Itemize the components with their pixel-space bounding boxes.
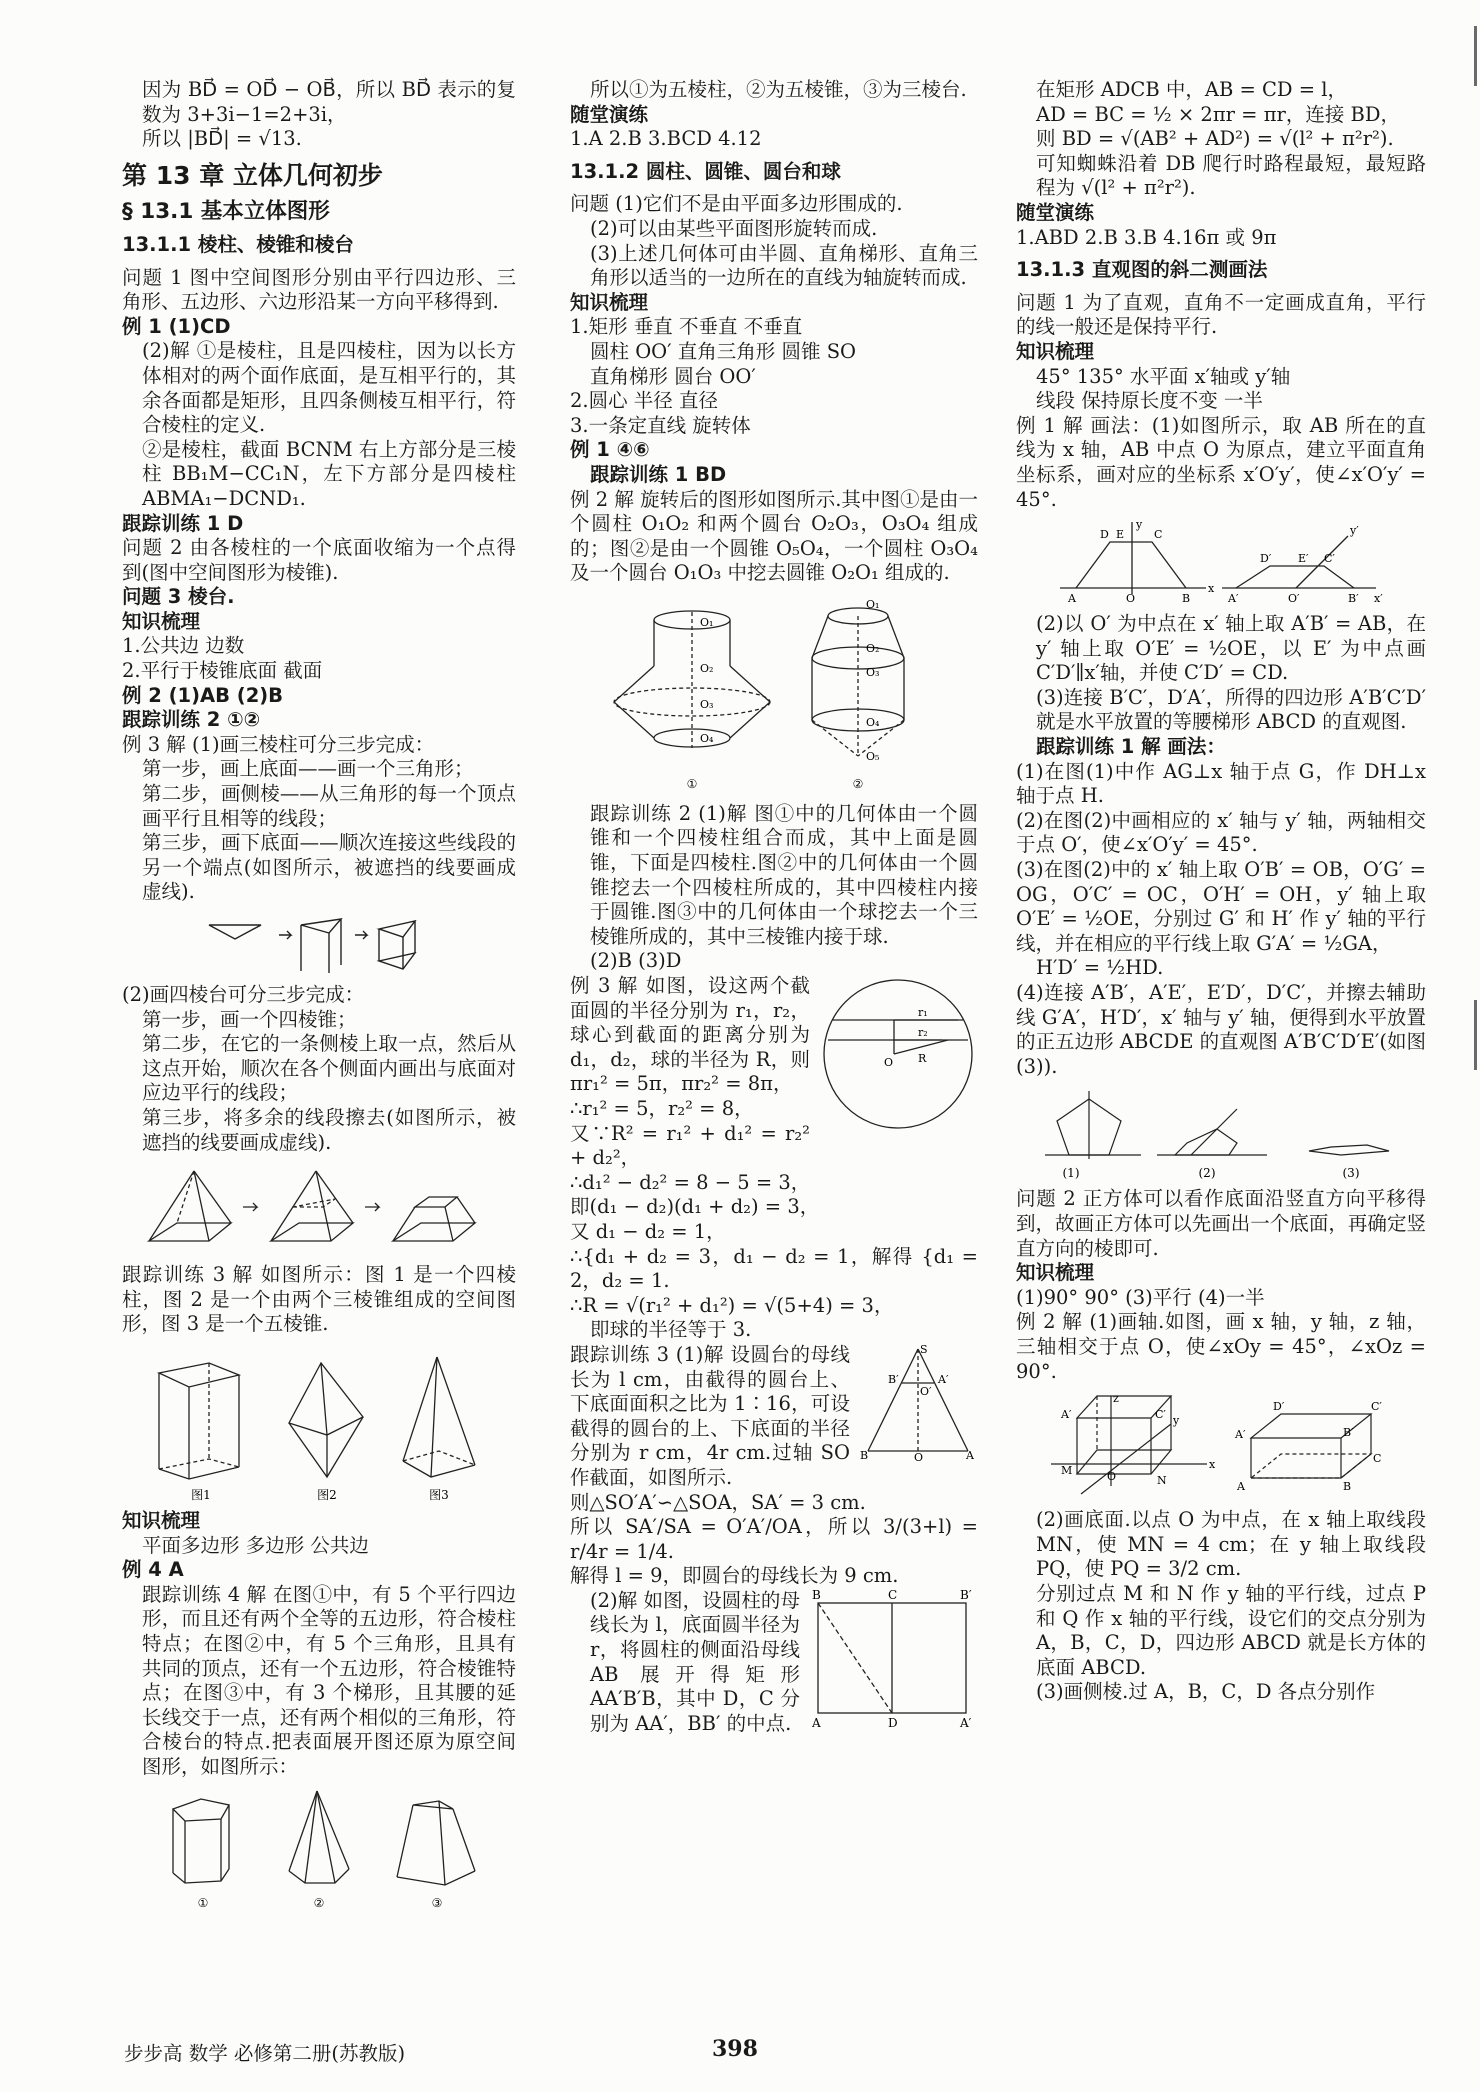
svg-text:O₁: O₁ xyxy=(866,597,880,611)
paragraph: (2)解 如图，设圆柱的母线长为 l，底面圆半径为 r，将圆柱的侧面沿母线 AB 展开得矩形 AA′B′B，其中 D，C 分别为 AA′，BB′ 的中点. xyxy=(590,1588,800,1735)
paragraph: (2)B (3)D xyxy=(590,949,682,973)
svg-text:O: O xyxy=(884,1056,894,1070)
rotation-solids-figure xyxy=(604,592,944,796)
paragraph: 第一步，画上底面——画一个三角形； xyxy=(142,757,474,781)
column-right xyxy=(1016,78,1426,1705)
svg-text:A′: A′ xyxy=(1235,1428,1246,1442)
svg-text:y′: y′ xyxy=(1350,524,1359,538)
svg-text:A: A xyxy=(812,1715,821,1729)
svg-text:D′: D′ xyxy=(1260,552,1272,566)
sphere-section-figure xyxy=(818,974,978,1134)
svg-text:D: D xyxy=(1100,528,1109,542)
paragraph: 问题 2 由各棱柱的一个底面收缩为一个点得到(图中空间图形为棱锥). xyxy=(122,536,516,584)
paragraph: 平面多边形 多边形 公共边 xyxy=(142,1533,369,1557)
subsection-title: 13.1.1 棱柱、棱锥和棱台 xyxy=(122,232,354,256)
edge-mark xyxy=(1474,1000,1477,1070)
paragraph: 第一步，画一个四棱锥； xyxy=(142,1007,357,1031)
paragraph: 解得 l = 9，即圆台的母线长为 9 cm. xyxy=(570,1564,899,1588)
figure-caption: (1) xyxy=(1062,1166,1080,1181)
cylinder-unfold-figure xyxy=(808,1589,978,1729)
svg-text:r₂: r₂ xyxy=(918,1026,928,1040)
paragraph: (2)可以由某些平面图形旋转而成. xyxy=(590,216,878,240)
heading: 知识梳理 xyxy=(122,1508,201,1532)
svg-text:B: B xyxy=(1182,592,1191,606)
svg-text:A: A xyxy=(1068,592,1076,606)
svg-text:y: y xyxy=(1136,518,1143,532)
paragraph: (2)画底面.以点 O 为中点，在 x 轴上取线段 MN，使 MN = 4 cm；在 y 轴上取线段 PQ，使 PQ = 3/2 cm. xyxy=(1036,1508,1426,1581)
example-label: 例 1 (1)CD xyxy=(122,314,231,338)
svg-text:E: E xyxy=(1116,528,1125,542)
paragraph: 1.A 2.B 3.BCD 4.12 xyxy=(570,127,762,151)
svg-text:B: B xyxy=(812,1588,821,1602)
page-number: 398 xyxy=(712,2036,758,2062)
figure-caption: ③ xyxy=(431,1896,443,1911)
restored-solids-figure xyxy=(149,1785,489,1913)
column-middle xyxy=(570,78,978,1736)
paragraph: 因为 BD⃗ = OD⃗ − OB⃗，所以 BD⃗ 表示的复数为 3+3i−1=2+3i， xyxy=(142,78,516,126)
figure-caption: (2) xyxy=(1198,1166,1216,1181)
svg-text:A′: A′ xyxy=(1228,592,1239,606)
svg-text:M: M xyxy=(1061,1464,1073,1478)
paragraph: (1)在图(1)中作 AG⊥x 轴于点 G，作 DH⊥x 轴于点 H. xyxy=(1016,759,1426,808)
paragraph: 可知蜘蛛沿着 DB 爬行时路程最短，最短路程为 √(l² + π²r²). xyxy=(1036,151,1426,200)
paragraph: 分别过点 M 和 N 作 y 轴的平行线，过点 P 和 Q 作 x 轴的平行线，设它们的交点分别为 A，B，C，D，四边形 ABCD 就是长方体的底面 ABCD. xyxy=(1036,1581,1426,1679)
paragraph: 例 3 解 如图，设这两个截面圆的半径分别为 r₁，r₂，球心到截面的距离分别为 d₁，d₂，球的半径为 R，则 πr₁² = 5π，πr₂² = 8π， xyxy=(570,974,810,1096)
svg-text:O: O xyxy=(1107,1470,1117,1484)
svg-text:C: C xyxy=(1154,528,1163,542)
paragraph: 跟踪训练 2 (1)解 图①中的几何体由一个圆锥和一个四棱柱组合而成，其中上面是圆锥，下面是四棱柱.图②中的几何体由一个圆锥挖去一个四棱柱所成的，其中四棱柱内接于圆锥.图③中的几何体由一个球挖去一个三棱锥所成的，其中三棱锥内接于球. xyxy=(590,801,978,948)
svg-text:C: C xyxy=(1373,1452,1382,1466)
paragraph: 问题 1 为了直观，直角不一定画成直角，平行的线一般还是保持平行. xyxy=(1016,290,1426,339)
heading: 随堂演练 xyxy=(570,102,649,126)
svg-text:O: O xyxy=(1126,592,1136,606)
paragraph: (2)画四棱台可分三步完成： xyxy=(122,983,365,1006)
svg-text:O₃: O₃ xyxy=(866,665,880,679)
edge-mark xyxy=(1474,26,1477,86)
cuboid-figure xyxy=(1041,1390,1401,1502)
figure-caption: ① xyxy=(197,1896,209,1911)
svg-text:O: O xyxy=(914,1450,924,1461)
svg-text:E′: E′ xyxy=(1298,552,1309,566)
section-title: § 13.1 基本立体图形 xyxy=(122,199,330,225)
svg-text:C′: C′ xyxy=(1155,1408,1166,1422)
svg-text:B: B xyxy=(860,1448,869,1461)
paragraph: ∴{d₁ + d₂ = 3，d₁ − d₂ = 1，解得 {d₁ = 2，d₂ = 1. xyxy=(570,1244,978,1293)
paragraph: (2)以 O′ 为中点在 x′ 轴上取 A′B′ = AB，在 y′ 轴上取 O′E′ = ½OE，以 E′ 为中点画 C′D′∥x′轴，并使 C′D′ = CD. xyxy=(1036,612,1426,685)
paragraph: 即球的半径等于 3. xyxy=(590,1318,752,1342)
svg-text:B′: B′ xyxy=(1343,1426,1354,1440)
paragraph: 2.圆心 半径 直径 xyxy=(570,389,719,413)
paragraph: H′D′ = ½HD. xyxy=(1036,956,1164,980)
heading: 随堂演练 xyxy=(1016,200,1095,224)
paragraph: 问题 3 棱台. xyxy=(122,585,235,609)
solids-figure-123 xyxy=(139,1343,499,1503)
paragraph: (3)连接 B′C′，D′A′，所得的四边形 A′B′C′D′ 就是水平放置的等腰梯形 ABCD 的直观图. xyxy=(1036,685,1426,734)
heading: 知识梳理 xyxy=(122,609,201,633)
paragraph: 所以 SA′/SA = O′A′/OA，所以 3/(3+l) = r/4r = 1/4. xyxy=(570,1515,978,1563)
paragraph: 1.ABD 2.B 3.B 4.16π 或 9π xyxy=(1016,225,1277,249)
paragraph: 第二步，画侧棱——从三角形的每一个顶点画平行且相等的线段； xyxy=(142,782,516,830)
trapezoid-oblique-figure xyxy=(1056,518,1386,606)
paragraph: 2.平行于棱锥底面 截面 xyxy=(122,659,323,683)
paragraph: (1)90° 90° (3)平行 (4)一半 xyxy=(1016,1285,1265,1309)
svg-text:D′: D′ xyxy=(1273,1400,1285,1414)
heading: 知识梳理 xyxy=(570,290,649,314)
paragraph: 问题 2 正方体可以看作底面沿竖直方向平移得到，故画正方体可以先画出一个底面，再确定竖直方向的棱即可. xyxy=(1016,1187,1426,1260)
figure-caption: ② xyxy=(852,776,864,791)
svg-text:O₄: O₄ xyxy=(866,715,880,729)
paragraph: 问题 1 图中空间图形分别由平行四边形、三角形、五边形、六边形沿某一方向平移得到. xyxy=(122,265,516,314)
svg-text:z: z xyxy=(1113,1392,1119,1406)
paragraph: 跟踪训练 3 解 如图所示：图 1 是一个四棱柱，图 2 是一个由两个三棱锥组成的空间图形，图 3 是一个五棱锥. xyxy=(122,1263,516,1336)
paragraph: 1.公共边 边数 xyxy=(122,634,245,658)
exercise-label: 跟踪训练 1 BD xyxy=(590,462,727,486)
subsection-title: 13.1.2 圆柱、圆锥、圆台和球 xyxy=(570,159,841,183)
svg-text:B: B xyxy=(1343,1480,1352,1494)
paragraph: 线段 保持原长度不变 一半 xyxy=(1036,389,1263,413)
svg-text:A′: A′ xyxy=(938,1372,949,1386)
paragraph: 第三步，画下底面——顺次连接这些线段的另一个端点(如图所示，被遮挡的线要画成虚线). xyxy=(142,831,516,904)
frustum-section-figure xyxy=(858,1343,978,1461)
paragraph: (3)画侧棱.过 A，B，C，D 各点分别作 xyxy=(1036,1680,1376,1704)
paragraph: 跟踪训练 4 解 在图①中，有 5 个平行四边形，而且还有两个全等的五边形，符合棱柱特点；在图②中，有 5 个三角形，且具有共同的顶点，还有一个五边形，符合棱锥特点；在图③中，有 3 个梯形，且其腰的延长线交于一点，还有两个相似的三角形，符合棱台的特点.把表面展开图还原为原空间图形，如图所示： xyxy=(142,1582,516,1778)
paragraph: 例 2 解 (1)画轴.如图，画 x 轴，y 轴，z 轴，三轴相交于点 O，使∠xOy = 45°，∠xOz = 90°. xyxy=(1016,1310,1426,1383)
svg-text:B′: B′ xyxy=(960,1588,972,1602)
paragraph: 即(d₁ − d₂)(d₁ + d₂) = 3， xyxy=(570,1195,820,1219)
pentagon-oblique-figure xyxy=(1041,1085,1401,1181)
paragraph: 跟踪训练 3 (1)解 设圆台的母线长为 l cm，由截得的圆台上、下底面面积之比为 1∶16，可设截得的圆台的上、下底面的半径分别为 r cm，4r cm.过轴 SO 作截面，如图所示. xyxy=(570,1342,850,1489)
figure-caption: 图3 xyxy=(429,1487,449,1502)
paragraph: ∴d₁² − d₂² = 8 − 5 = 3， xyxy=(570,1170,811,1194)
paragraph: (4)连接 A′B′，A′E′，E′D′，D′C′，并擦去辅助线 G′A′，H′D′，x′ 轴与 y′ 轴，便得到水平放置的正五边形 ABCDE 的直观图 A′B′C′D′E′(如图(3)). xyxy=(1016,981,1426,1078)
svg-text:C′: C′ xyxy=(1371,1400,1382,1414)
svg-text:O₂: O₂ xyxy=(700,661,714,675)
svg-text:C′: C′ xyxy=(1324,552,1335,566)
paragraph: 则△SO′A′∽△SOA，SA′ = 3 cm. xyxy=(570,1490,866,1514)
figure-caption: 图1 xyxy=(191,1487,211,1502)
paragraph: 3.一条定直线 旋转体 xyxy=(570,413,751,437)
svg-text:O₂: O₂ xyxy=(866,641,880,655)
paragraph: ②是棱柱，截面 BCNM 右上方部分是三棱柱 BB₁M−CC₁N，左下方部分是四棱柱 ABMA₁−DCND₁. xyxy=(142,437,516,510)
subsection-title: 13.1.3 直观图的斜二测画法 xyxy=(1016,258,1268,282)
svg-text:B′: B′ xyxy=(1348,592,1359,606)
svg-text:O₃: O₃ xyxy=(700,697,714,711)
column-left xyxy=(122,78,516,1919)
svg-text:x: x xyxy=(1208,582,1215,596)
paragraph: 在矩形 ADCB 中，AB = CD = l， xyxy=(1036,78,1348,101)
book-title-footer: 步步高 数学 必修第二册(苏教版) xyxy=(124,2042,406,2065)
chapter-title: 第 13 章 立体几何初步 xyxy=(122,160,383,190)
frustum-steps-figure xyxy=(139,1161,499,1257)
paragraph: 又∵R² = r₁² + d₁² = r₂² + d₂²， xyxy=(570,1121,810,1170)
figure-caption: (3) xyxy=(1342,1166,1360,1181)
svg-text:A′: A′ xyxy=(1061,1408,1072,1422)
paragraph: 1.矩形 垂直 不垂直 不垂直 xyxy=(570,315,803,339)
svg-text:O₄: O₄ xyxy=(700,731,714,745)
svg-text:O₅: O₅ xyxy=(866,749,880,763)
paragraph: 圆柱 OO′ 直角三角形 圆锥 SO xyxy=(590,339,857,363)
paragraph: 问题 (1)它们不是由平面多边形围成的. xyxy=(570,192,903,216)
figure-caption: 图2 xyxy=(317,1487,337,1502)
svg-text:r₁: r₁ xyxy=(918,1006,928,1020)
heading: 知识梳理 xyxy=(1016,1261,1095,1285)
exercise-label: 跟踪训练 1 D xyxy=(122,511,244,535)
paragraph: ∴r₁² = 5，r₂² = 8， xyxy=(570,1097,754,1120)
paragraph: 例 3 解 (1)画三棱柱可分三步完成： xyxy=(122,732,435,756)
paragraph: 所以①为五棱柱，②为五棱锥，③为三棱台. xyxy=(590,78,967,101)
paragraph: (3)上述几何体可由半圆、直角梯形、直角三角形以适当的一边所在的直线为轴旋转而成. xyxy=(590,241,978,290)
paragraph: 第三步，将多余的线段擦去(如图所示，被遮挡的线要画成虚线). xyxy=(142,1105,516,1154)
exercise-label: 跟踪训练 1 解 画法： xyxy=(1036,735,1226,759)
paragraph: 直角梯形 圆台 OO′ xyxy=(590,364,756,388)
heading: 知识梳理 xyxy=(1016,339,1095,363)
paragraph: 第二步，在它的一条侧棱上取一点，然后从这点开始，顺次在各个侧面内画出与底面对应边平行的线段； xyxy=(142,1032,516,1105)
svg-text:S: S xyxy=(920,1342,928,1356)
svg-text:N: N xyxy=(1157,1474,1167,1488)
paragraph: 45° 135° 水平面 x′轴或 y′轴 xyxy=(1036,364,1291,388)
paragraph: ∴R = √(r₁² + d₁²) = √(5+4) = 3， xyxy=(570,1293,894,1317)
prism-steps-figure xyxy=(189,911,449,977)
svg-text:x: x xyxy=(1209,1458,1216,1472)
svg-text:B′: B′ xyxy=(888,1372,899,1386)
paragraph: 例 1 解 画法：(1)如图所示，取 AB 所在的直线为 x 轴，AB 中点 O 为原点，建立平面直角坐标系，画对应的坐标系 x′O′y′，使∠x′O′y′ = 45°. xyxy=(1016,413,1426,511)
svg-text:A: A xyxy=(1237,1480,1245,1494)
svg-text:R: R xyxy=(918,1052,927,1066)
example-label: 例 1 ④⑥ xyxy=(570,438,650,462)
paragraph: 又 d₁ − d₂ = 1， xyxy=(570,1219,726,1243)
paragraph: 例 2 解 旋转后的图形如图所示.其中图①是由一个圆柱 O₁O₂ 和两个圆台 O₂O₃，O₃O₄ 组成的；图②是由一个圆锥 O₅O₄，一个圆柱 O₃O₄ 及一个圆台 O₁O₃ 中挖去圆锥 O₂O₁ 组成的. xyxy=(570,487,978,585)
svg-text:x′: x′ xyxy=(1374,592,1383,606)
paragraph: (2)解 ①是棱柱，且是四棱柱，因为以长方体相对的两个面作底面，是互相平行的，其余各面都是矩形，且四条侧棱互相平行，符合棱柱的定义. xyxy=(142,339,516,437)
paragraph: AD = BC = ½ × 2πr = πr，连接 BD， xyxy=(1036,102,1401,126)
paragraph: 则 BD = √(AB² + AD²) = √(l² + π²r²). xyxy=(1036,127,1394,151)
svg-text:D: D xyxy=(888,1715,898,1729)
svg-text:C: C xyxy=(888,1588,898,1602)
exercise-label: 跟踪训练 2 ①② xyxy=(122,708,261,732)
paragraph: (2)在图(2)中画相应的 x′ 轴与 y′ 轴，两轴相交于点 O′，使∠x′O′y′ = 45°. xyxy=(1016,808,1426,857)
svg-text:O₁: O₁ xyxy=(700,615,714,629)
svg-text:O′: O′ xyxy=(1288,592,1300,606)
example-label: 例 2 (1)AB (2)B xyxy=(122,683,284,707)
figure-caption: ① xyxy=(686,776,698,791)
svg-text:O′: O′ xyxy=(920,1384,932,1398)
paragraph: (3)在图(2)中的 x′ 轴上取 O′B′ = OB，O′G′ = OG，O′C′ = OC，O′H′ = OH，y′ 轴上取 O′E′ = ½OE，分别过 G′ 和 H′ 作 y′ 轴的平行线，并在相应的平行线上取 G′A′ = ½GA， xyxy=(1016,858,1426,955)
svg-text:A: A xyxy=(966,1448,974,1461)
paragraph: 所以 |BD⃗| = √13. xyxy=(142,127,302,151)
figure-caption: ② xyxy=(313,1896,325,1911)
example-label: 例 4 A xyxy=(122,1558,184,1582)
svg-text:A′: A′ xyxy=(960,1715,972,1729)
svg-text:y: y xyxy=(1173,1414,1180,1428)
